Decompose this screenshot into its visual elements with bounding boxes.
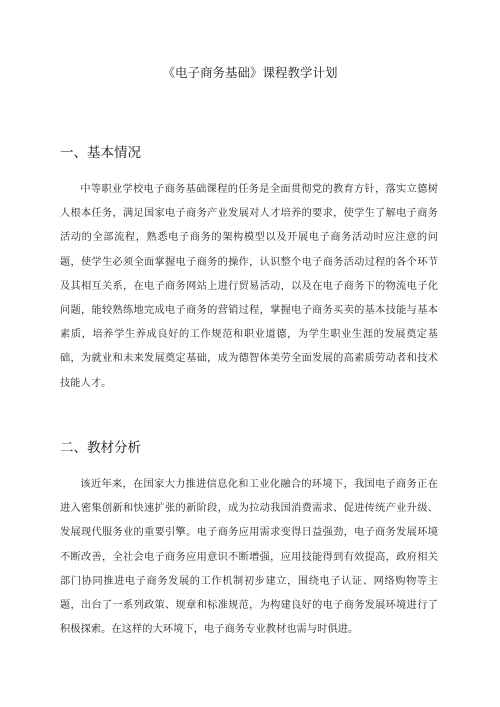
section-paragraph-basic-info: 中等职业学校电子商务基础课程的任务是全面贯彻党的教育方针，落实立德树人根本任务，满足国家电子商务产业发展对人才培养的要求，使学生了解电子商务活动的全部流程，熟悉电子商务的架构模型以及开展电子商务活动时应注意的问题，使学生必须全面掌握电子商务的操作，认识整个电子商务活动过程的各个环节及其相互关系，在电子商务网站上进行贸易活动，以及在电子商务下的物流电子化问题，能较熟练地完成电子商务的营销过程，掌握电子商务买卖的基本技能与基本素质，培养学生养成良好的工作规范和职业道德，为学生职业生涯的发展奠定基础，为就业和未来发展奠定基础，成为德智体美劳全面发展的高素质劳动者和技术技能人才。	[60, 184, 438, 389]
section-paragraph-textbook-analysis: 该近年来，在国家大力推进信息化和工业化融合的环境下，我国电子商务正在进入密集创新和快速扩张的新阶段，成为拉动我国消费需求、促进传统产业升级、发展现代服务业的重要引擎。电子商务应用需求变得日益强劲，电子商务发展环境不断改善，全社会电子商务应用意识不断增强，应用技能得到有效提高，政府相关部门协同推进电子商务发展的工作机制初步建立，围绕电子认证、网络购物等主题，出台了一系列政策、规章和标准规范，为构建良好的电子商务发展环境进行了积极探索。在这样的大环境下，电子商务专业教材也需与时俱进。	[60, 479, 438, 636]
section-heading-basic-info: 一、基本情况	[60, 145, 141, 161]
document-title: 《电子商务基础》课程教学计划	[162, 65, 338, 80]
section-heading-textbook-analysis: 二、教材分析	[60, 440, 141, 456]
